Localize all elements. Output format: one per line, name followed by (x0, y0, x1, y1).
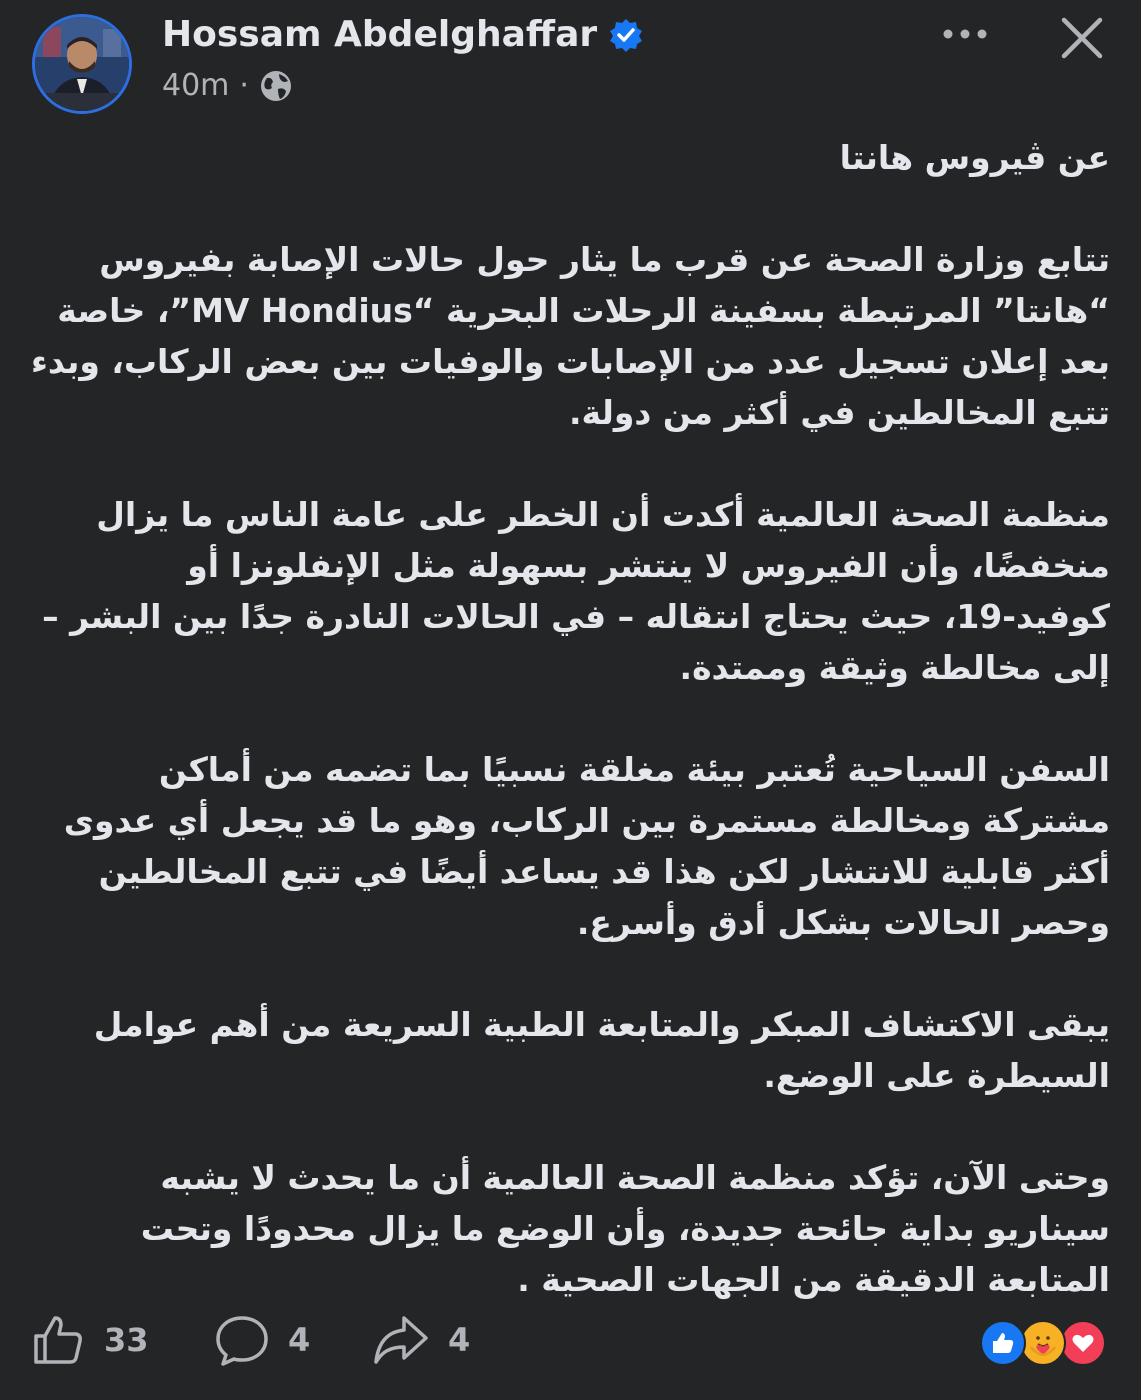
share-icon (372, 1312, 430, 1368)
verified-badge-icon (609, 18, 643, 52)
post-paragraph: منظمة الصحة العالمية أكدت أن الخطر على عامة الناس ما يزال منخفضًا، وأن الفيروس لا ينتشر بسهولة مثل الإنفلونزا أو كوفيد-19، حيث يحتاج انتقاله – في الحالات النادرة جدًا بين البشر – إلى مخالطة وثيقة وممتدة. (42, 495, 1110, 687)
comment-icon (214, 1312, 270, 1368)
post-meta (162, 68, 293, 103)
author-name-row (162, 14, 643, 55)
avatar-photo (35, 17, 129, 111)
care-reaction-icon (1020, 1320, 1066, 1366)
close-icon[interactable] (1056, 12, 1108, 64)
post-paragraph: وحتى الآن، تؤكد منظمة الصحة العالمية أن ما يحدث لا يشبه سيناريو بداية جائحة جديدة، وأن الوضع ما يزال محدودًا وتحت المتابعة الدقيقة من الجهات الصحية . (140, 1158, 1110, 1299)
post-header (0, 0, 1141, 130)
post-time[interactable]: 40m (162, 68, 230, 103)
like-button[interactable] (30, 1312, 149, 1368)
comment-count: 4 (288, 1321, 311, 1359)
post-body (30, 132, 1110, 1305)
like-count: 33 (104, 1321, 149, 1359)
share-count: 4 (448, 1321, 471, 1359)
like-icon (30, 1312, 86, 1368)
love-reaction-icon (1060, 1320, 1106, 1366)
post-footer (0, 1300, 1141, 1390)
post-paragraph: السفن السياحية تُعتبر بيئة مغلقة نسبيًا بما تضمه من أماكن مشتركة ومخالطة مستمرة بين الركاب، وهو ما قد يجعل أي عدوى أكثر قابلية للانتشار لكن هذا قد يساعد أيضًا في تتبع المخالطين وحصر الحالات بشكل أدق وأسرع. (63, 750, 1110, 942)
globe-icon[interactable] (259, 69, 293, 103)
reaction-summary[interactable] (980, 1320, 1112, 1368)
author-name[interactable]: Hossam Abdelghaffar (162, 14, 598, 55)
more-options-icon[interactable] (940, 14, 990, 54)
post-paragraph: تتابع وزارة الصحة عن قرب ما يثار حول حالات الإصابة بفيروس “هانتا” المرتبطة بسفينة الرحلات البحرية “MV Hondius”، خاصة بعد إعلان تسجيل عدد من الإصابات والوفيات بين بعض الركاب، وبدء تتبع المخالطين في أكثر من دولة. (31, 240, 1110, 432)
meta-separator: · (239, 68, 249, 103)
comment-button[interactable] (214, 1312, 310, 1368)
post-paragraph: يبقى الاكتشاف المبكر والمتابعة الطبية السريعة من أهم عوامل السيطرة على الوضع. (93, 1005, 1110, 1095)
post-title-line: عن ڤيروس هانتا (839, 138, 1110, 177)
like-reaction-icon (980, 1320, 1026, 1366)
avatar[interactable] (32, 14, 132, 114)
share-button[interactable] (372, 1312, 470, 1368)
